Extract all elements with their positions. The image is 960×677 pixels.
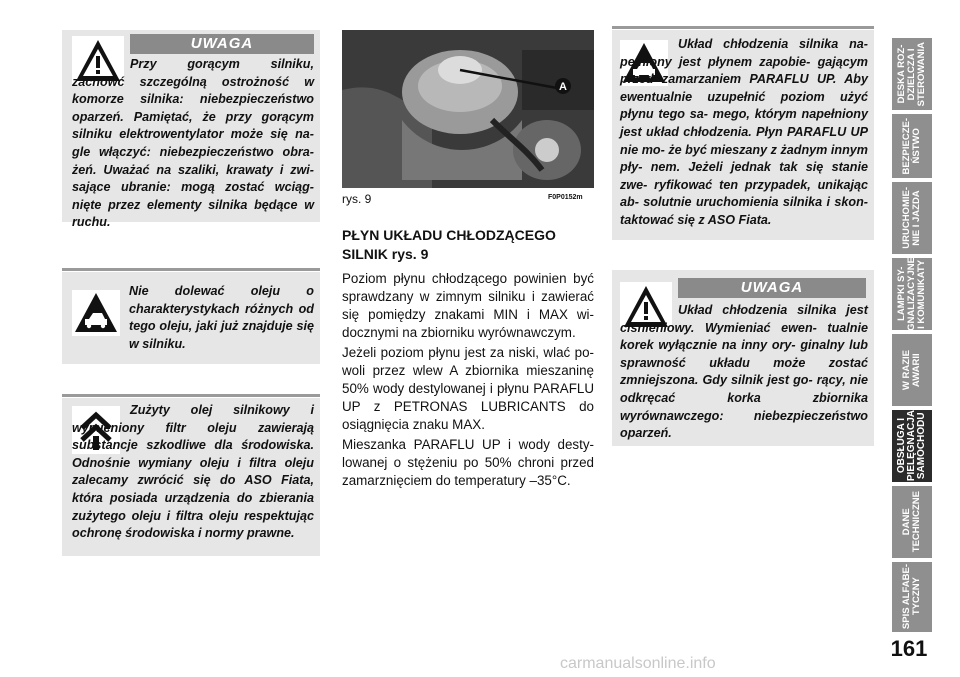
figure-code: F0P0152m	[548, 194, 583, 201]
watermark: carmanualsonline.info	[560, 655, 716, 672]
figure-caption: rys. 9	[342, 192, 372, 206]
warning-banner: UWAGA	[678, 278, 866, 298]
tab-emergency[interactable]: W RAZIE AWARII	[892, 334, 932, 406]
note-text-oil: Nie dolewać oleju o charakterystykach różnych od tego oleju, jaki już znajduje się w silniku.	[129, 284, 314, 351]
paragraph-topping-up: Jeżeli poziom płynu jest za niski, wlać po- woli przez wlew A zbiornika mieszaninę 50% wody destylowanej i płynu PARAFLU UP z PETRONAS LUBRICANTS do osiągnięcia znaku MAX.	[342, 345, 594, 432]
warning-text-engine-hot: Przy gorącym silniku, zachowć szczególną ostrożność w komorze silnika: niebezpieczeństwo oparzeń. Pamiętać, że przy gorącym silniku elektrowentylator może się na- gle włączyć: niebezpieczeństwo obra- żeń. Uważać na szaliki, krawaty i zwi- sające ubranie: mogą zostać wciąg- nięte przez elementy silnika będące w ruchu.	[72, 57, 314, 230]
svg-text:A: A	[559, 81, 567, 93]
engine-coolant-reservoir-photo	[342, 30, 594, 188]
divider	[62, 268, 320, 271]
warning-text-pressure: Układ chłodzenia silnika jest ciśnieniowy. Wymieniać ewen- tualnie korek wyłącznie na inny ory- ginalny lub sprawność układu może zostać zmniejszona. Gdy silnik jest go- rący, nie odkręcać korka zbiornika wyrównawczego: niebezpieczeństwo oparzeń.	[620, 303, 868, 441]
tab-warning-lights[interactable]: LAMPKI SY- GNALIZACYJNE I KOMUNIKATY	[892, 258, 932, 330]
car-service-icon	[72, 290, 120, 336]
tab-index[interactable]: SPIS ALFABE- TYCZNY	[892, 562, 932, 632]
paragraph-coolant-level: Poziom płynu chłodzącego powinien być sprawdzany w zimnym silniku i zawierać się pomiędzy znakami MIN i MAX wi- docznymi na zbiorniku wyrównawczym.	[342, 271, 594, 340]
section-heading-coolant: PŁYN UKŁADU CHŁODZĄCEGO SILNIK rys. 9	[342, 227, 556, 262]
tab-starting-driving[interactable]: URUCHOMIE- NIE I JAZDA	[892, 182, 932, 254]
tab-dashboard-controls[interactable]: DESKA ROZ- DZIELCZA I STEROWANIA	[892, 38, 932, 110]
page-number: 161	[890, 636, 928, 661]
note-text-cooling: Układ chłodzenia silnika na- pełniony jest płynem zapobie- gającym przed zamarzaniem PARAFLU UP. Aby ewentualnie uzupełnić poziom użyć płynu tego sa- mego, którym napełniony jest układ chłodzenia. Płyn PARAFLU UP nie mo- że być mieszany z żadnym innym pły- nem. Jeżeli jednak tak się stanie zwe- ryfikować ten przypadek, unikając ab- solutnie uruchomienia silnika i skon- taktować się z ASO Fiata.	[620, 37, 868, 227]
tab-maintenance[interactable]: OBSŁUGA I PIELĘGNACJA SAMOCHODU	[892, 410, 932, 482]
divider	[612, 26, 874, 29]
paragraph-mixture: Mieszanka PARAFLU UP i wody desty- lowanej o stężeniu po 50% chroni przed zamarznięciem do temperatury –35°C.	[342, 437, 594, 488]
divider	[62, 394, 320, 397]
tab-safety[interactable]: BEZPIECZE- ŃSTWO	[892, 114, 932, 178]
tab-technical-data[interactable]: DANE TECHNICZNE	[892, 486, 932, 558]
warning-banner: UWAGA	[130, 34, 314, 54]
note-text-environment: Zużyty olej silnikowy i wymieniony filtr oleju zawierają substancje szkodliwe dla środowiska. Odnośnie wymiany oleju i filtra oleju zalecamy zwrócić się do ASO Fiata, która posiada urządzenia do zbierania zużytego oleju i filtra oleju respektując ochronę środowiska i normy prawne.	[72, 403, 314, 541]
